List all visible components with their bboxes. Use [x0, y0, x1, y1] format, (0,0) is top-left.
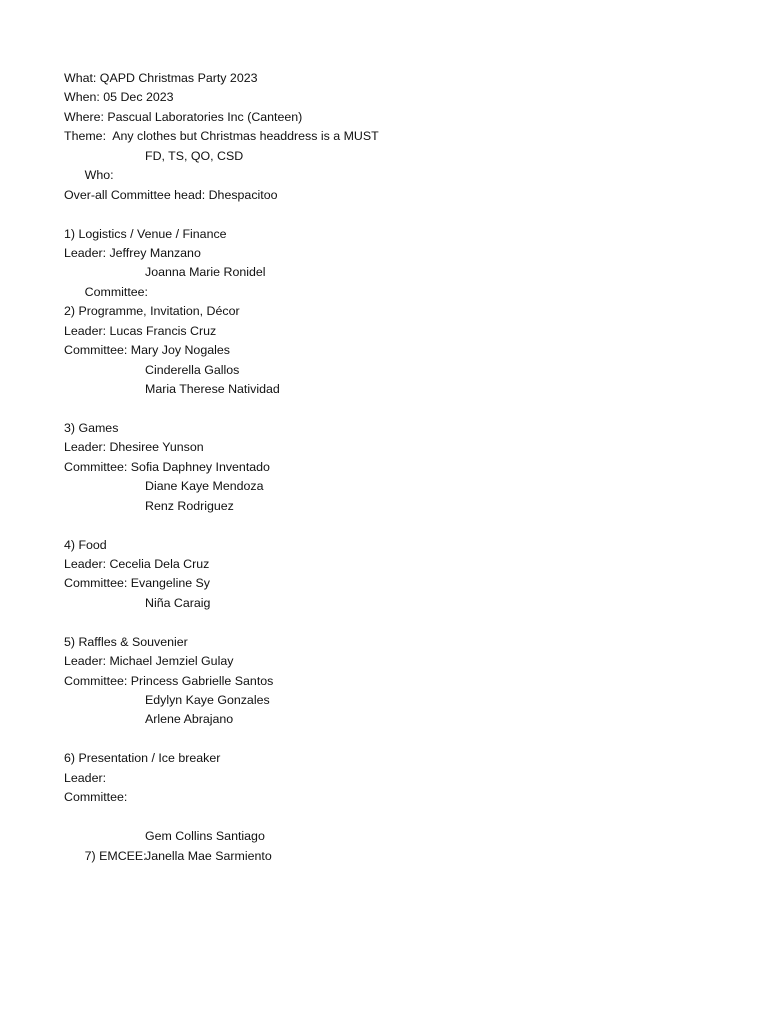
committee-label: Committee:	[84, 284, 149, 299]
blank-line	[64, 399, 744, 418]
blank-line	[64, 808, 744, 827]
blank-line	[64, 516, 744, 535]
event-when: When: 05 Dec 2023	[64, 90, 174, 105]
committee-member	[64, 691, 744, 710]
blank-line	[64, 205, 744, 224]
raffles-committee: Committee: Princess Gabrielle Santos	[64, 673, 274, 688]
committee-member-name: Edylyn Kaye Gonzales	[145, 693, 270, 707]
committee-member	[64, 497, 744, 516]
logistics-leader: Leader: Jeffrey Manzano	[64, 245, 201, 260]
section-title-food: 4) Food	[64, 537, 107, 552]
committee-member-name: Niña Caraig	[145, 595, 211, 610]
committee-member-name: Renz Rodriguez	[145, 498, 234, 513]
event-what: What: QAPD Christmas Party 2023	[64, 71, 258, 85]
committee-member	[64, 380, 744, 399]
document-body	[64, 69, 744, 866]
event-theme: Theme: Any clothes but Christmas headdress is a MUST	[64, 129, 379, 144]
programme-committee: Committee: Mary Joy Nogales	[64, 343, 230, 358]
committee-member	[64, 361, 744, 380]
overall-committee-head: Over-all Committee head: Dhespacitoo	[64, 187, 278, 202]
blank-line	[64, 613, 744, 632]
section-title-programme: 2) Programme, Invitation, Décor	[64, 304, 240, 319]
blank-line	[64, 166, 744, 185]
section-title-logistics: 1) Logistics / Venue / Finance	[64, 226, 227, 241]
programme-leader: Leader: Lucas Francis Cruz	[64, 323, 217, 338]
committee-member-name: Arlene Abrajano	[145, 712, 234, 727]
games-leader: Leader: Dhesiree Yunson	[64, 440, 204, 455]
event-who-value: FD, TS, QO, CSD	[145, 148, 244, 163]
event-who	[64, 147, 744, 183]
emcee-name: Gem Collins Santiago	[145, 829, 265, 844]
food-leader: Leader: Cecelia Dela Cruz	[64, 556, 210, 571]
committee-member-name: Diane Kaye Mendoza	[145, 479, 264, 494]
committee-member	[64, 594, 744, 613]
committee-member-name: Maria Therese Natividad	[145, 382, 280, 396]
section-title-games: 3) Games	[64, 420, 119, 435]
presentation-committee: Committee:	[64, 790, 128, 805]
logistics-committee	[64, 263, 744, 299]
committee-member	[64, 710, 744, 729]
section-title-raffles: 5) Raffles & Souvenier	[64, 634, 188, 649]
committee-member	[64, 477, 744, 496]
committee-member-name: Cinderella Gallos	[145, 362, 240, 377]
raffles-leader: Leader: Michael Jemziel Gulay	[64, 654, 234, 669]
food-committee: Committee: Evangeline Sy	[64, 576, 211, 591]
presentation-leader: Leader:	[64, 770, 107, 785]
event-who-label: Who:	[84, 168, 114, 183]
section-title-presentation: 6) Presentation / Ice breaker	[64, 751, 221, 766]
blank-line	[64, 283, 744, 302]
committee-member: Joanna Marie Ronidel	[145, 265, 266, 280]
emcee-row	[64, 847, 744, 866]
blank-line	[64, 730, 744, 749]
emcee-name: Janella Mae Sarmiento	[145, 848, 272, 863]
games-committee: Committee: Sofia Daphney Inventado	[64, 459, 270, 474]
emcee-label: 7) EMCEE:	[84, 848, 147, 863]
event-where: Where: Pascual Laboratories Inc (Canteen)	[64, 109, 303, 124]
